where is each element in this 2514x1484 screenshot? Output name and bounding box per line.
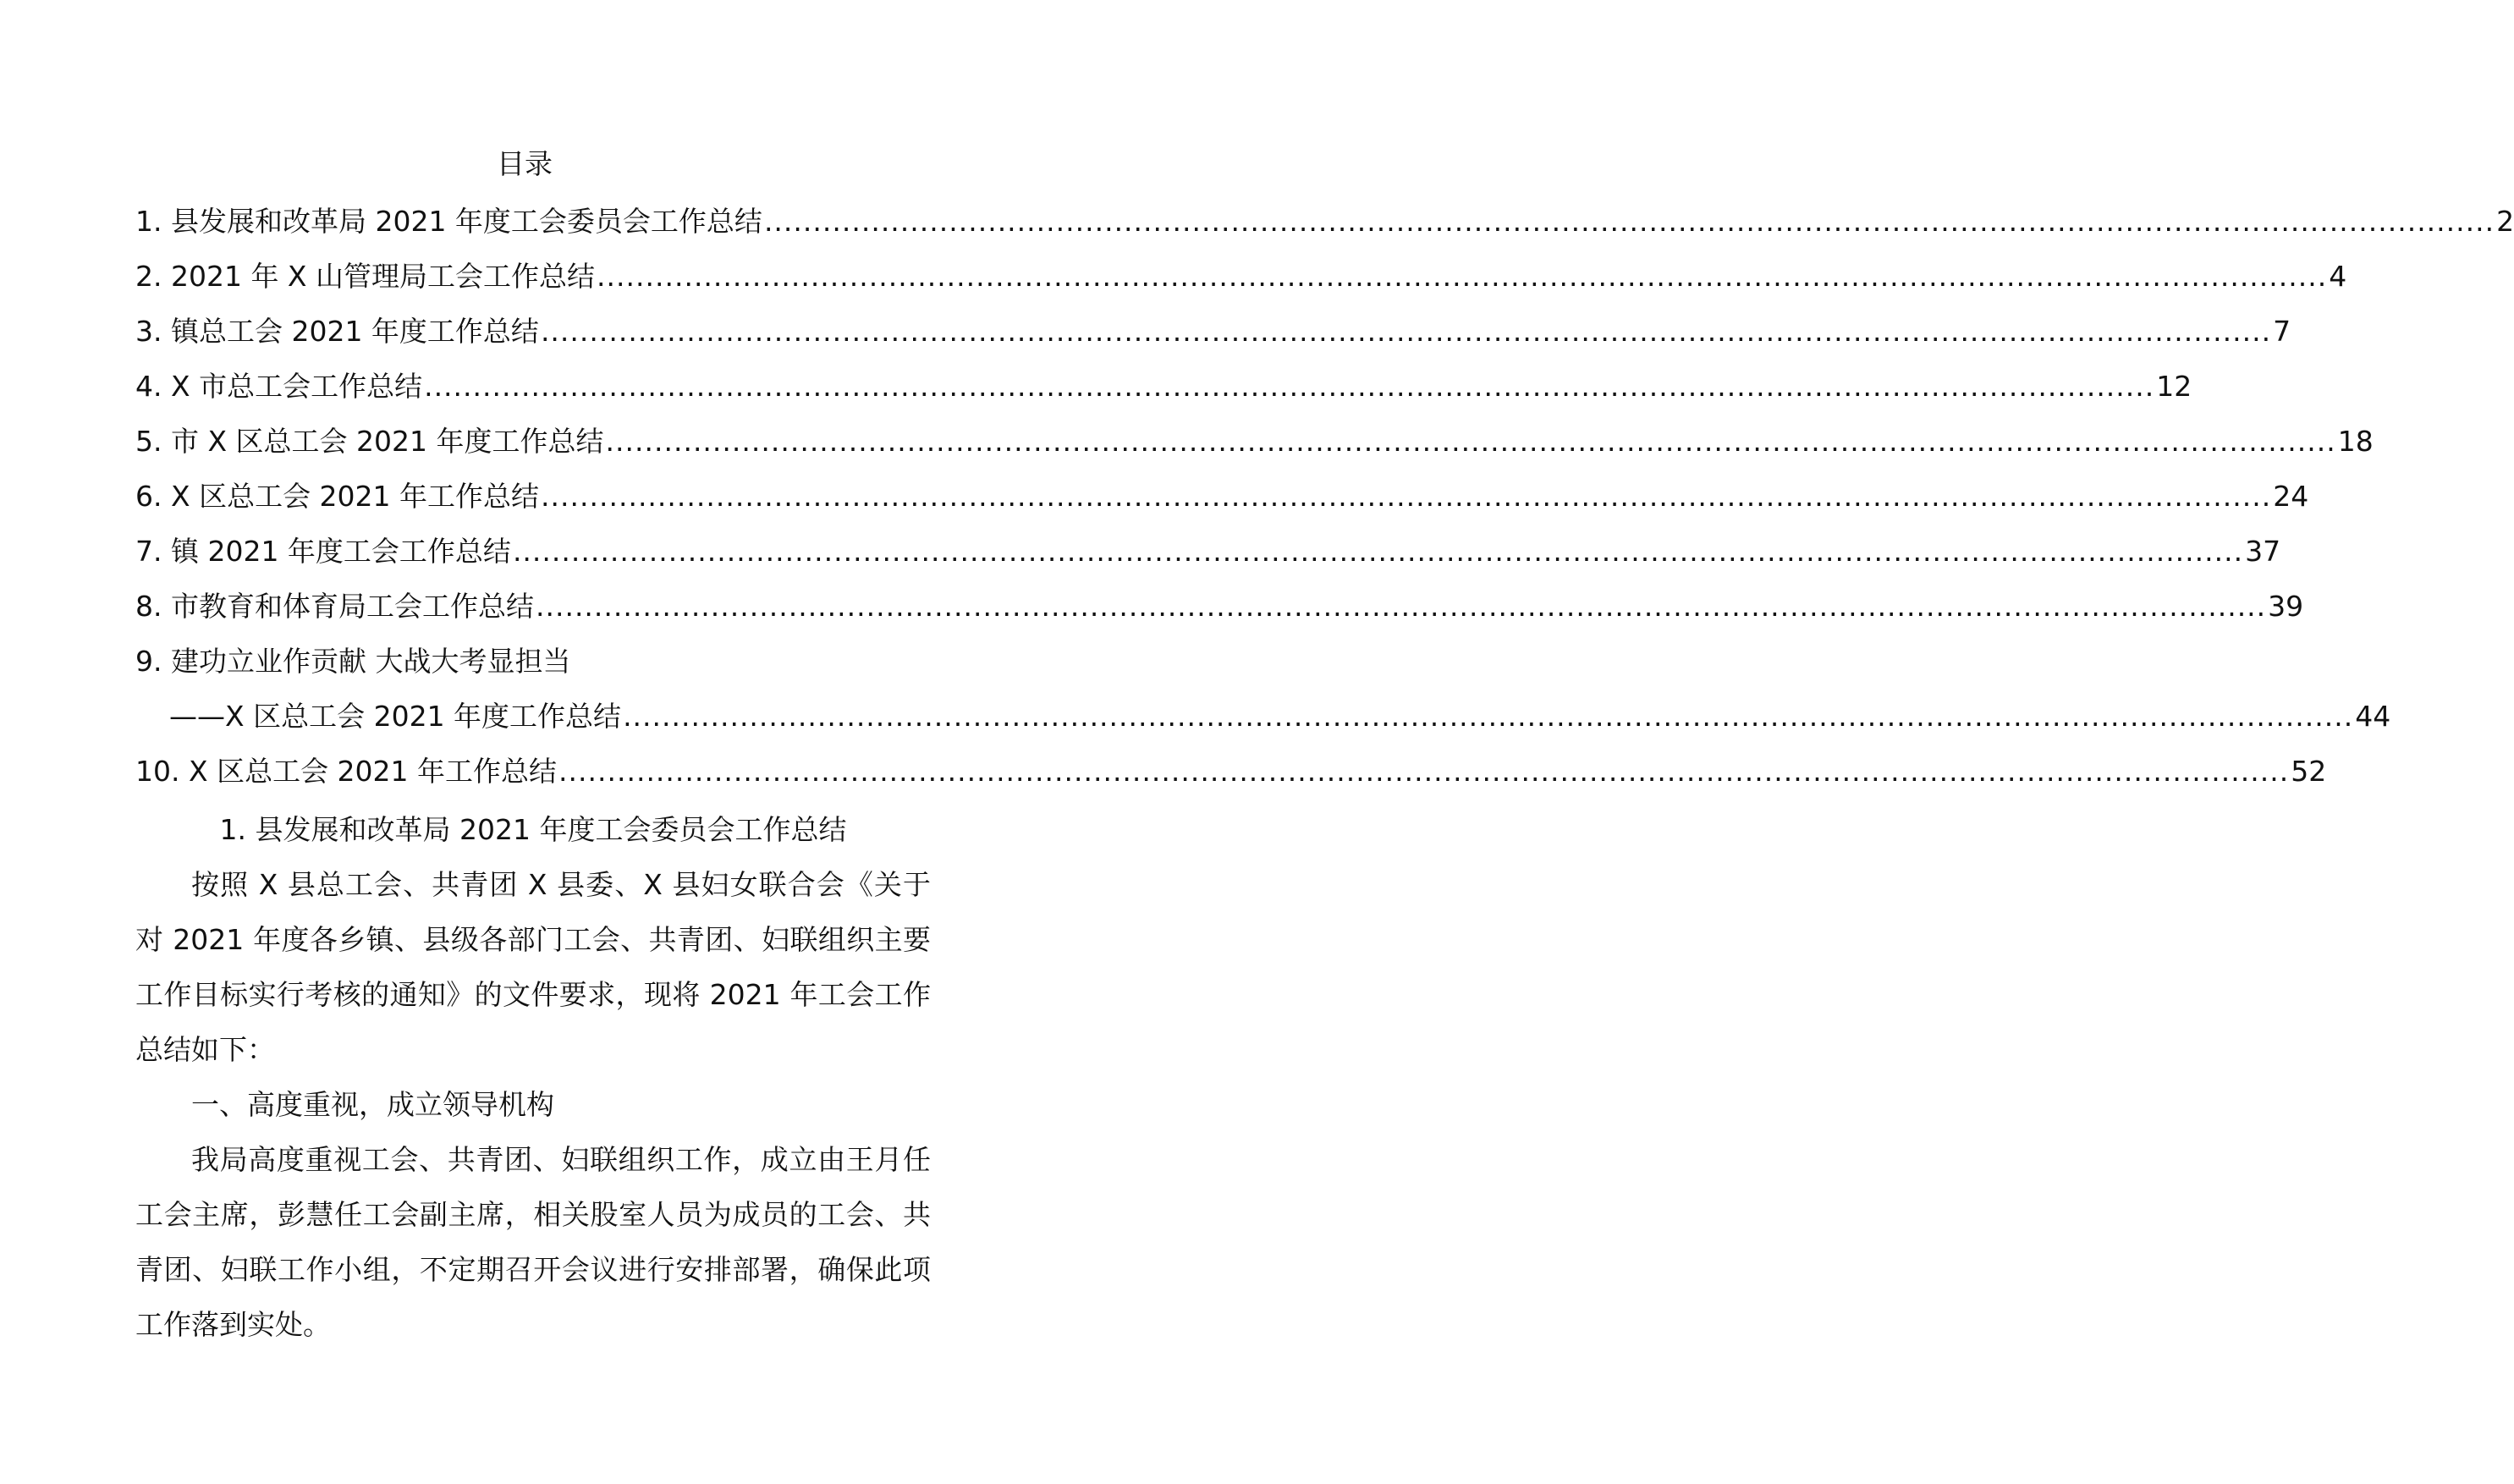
toc-entry-page: 4 bbox=[2329, 260, 2347, 293]
toc-leader-dots: .................................................................................................................................................................................. bbox=[763, 205, 2495, 238]
document-body bbox=[135, 802, 931, 1352]
toc-entry-page: 24 bbox=[2273, 480, 2309, 513]
toc-entry-subtitle[interactable] bbox=[135, 695, 2391, 750]
toc-entry-title: 2. 2021 年 X 山管理局工会工作总结 bbox=[135, 260, 596, 293]
toc-entry[interactable] bbox=[135, 585, 2304, 640]
toc-leader-dots: .................................................................................................................................................................................. bbox=[623, 700, 2354, 733]
toc-entry-page: 2 bbox=[2496, 205, 2514, 238]
toc-leader-dots: .................................................................................................................................................................................. bbox=[540, 315, 2272, 348]
toc-entry-page: 44 bbox=[2355, 700, 2391, 733]
toc-entry-page: 18 bbox=[2337, 425, 2374, 458]
body-paragraph: 按照 X 县总工会、共青团 X 县委、X 县妇女联合会《关于对 2021 年度各乡镇、县级各部门工会、共青团、妇联组织主要工作目标实行考核的通知》的文件要求，现将 2021 年工会工作总结如下： bbox=[135, 868, 931, 1066]
toc-entry-title: 1. 县发展和改革局 2021 年度工会委员会工作总结 bbox=[135, 205, 762, 238]
toc-title: 目录 bbox=[497, 147, 553, 180]
toc-entry-title: 4. X 市总工会工作总结 bbox=[135, 370, 423, 403]
subsection-heading: 一、高度重视，成立领导机构 bbox=[191, 1088, 554, 1121]
toc-entry-title: ——X 区总工会 2021 年度工作总结 bbox=[169, 700, 622, 733]
toc-entry[interactable] bbox=[135, 640, 1024, 695]
toc-entry[interactable] bbox=[135, 310, 2291, 365]
toc-entry-page: 39 bbox=[2268, 590, 2304, 623]
toc-entry-title: 5. 市 X 区总工会 2021 年度工作总结 bbox=[135, 425, 604, 458]
toc-leader-dots: .................................................................................................................................................................................. bbox=[605, 425, 2336, 458]
table-of-contents bbox=[135, 200, 2514, 805]
toc-entry[interactable] bbox=[135, 750, 2327, 805]
toc-entry-title: 6. X 区总工会 2021 年工作总结 bbox=[135, 480, 540, 513]
body-paragraph: 我局高度重视工会、共青团、妇联组织工作，成立由王月任工会主席，彭慧任工会副主席，相关股室人员为成员的工会、共青团、妇联工作小组，不定期召开会议进行安排部署，确保此项工作落到实处。 bbox=[135, 1143, 931, 1341]
toc-entry-title: 10. X 区总工会 2021 年工作总结 bbox=[135, 755, 558, 788]
toc-leader-dots: .................................................................................................................................................................................. bbox=[541, 480, 2272, 513]
toc-leader-dots: .................................................................................................................................................................................. bbox=[512, 535, 2244, 568]
toc-leader-dots: .................................................................................................................................................................................. bbox=[424, 370, 2155, 403]
toc-entry[interactable] bbox=[135, 530, 2281, 585]
toc-entry[interactable] bbox=[135, 420, 2374, 475]
toc-entry-title: 3. 镇总工会 2021 年度工作总结 bbox=[135, 315, 539, 348]
toc-leader-dots: .................................................................................................................................................................................. bbox=[558, 755, 2290, 788]
toc-entry-title: 8. 市教育和体育局工会工作总结 bbox=[135, 590, 534, 623]
toc-entry[interactable] bbox=[135, 255, 2347, 310]
toc-entry-page: 7 bbox=[2273, 315, 2291, 348]
section-title: 1. 县发展和改革局 2021 年度工会委员会工作总结 bbox=[219, 813, 847, 846]
toc-entry-page: 52 bbox=[2291, 755, 2327, 788]
toc-entry-title: 7. 镇 2021 年度工会工作总结 bbox=[135, 535, 511, 568]
toc-entry-page: 12 bbox=[2156, 370, 2192, 403]
toc-leader-dots: .................................................................................................................................................................................. bbox=[535, 590, 2267, 623]
toc-entry[interactable] bbox=[135, 475, 2309, 530]
toc-entry[interactable] bbox=[135, 200, 2514, 255]
toc-entry-page: 37 bbox=[2245, 535, 2281, 568]
toc-leader-dots: .................................................................................................................................................................................. bbox=[597, 260, 2328, 293]
toc-entry[interactable] bbox=[135, 365, 2192, 420]
toc-entry-title: 9. 建功立业作贡献 大战大考显担当 bbox=[135, 645, 571, 678]
